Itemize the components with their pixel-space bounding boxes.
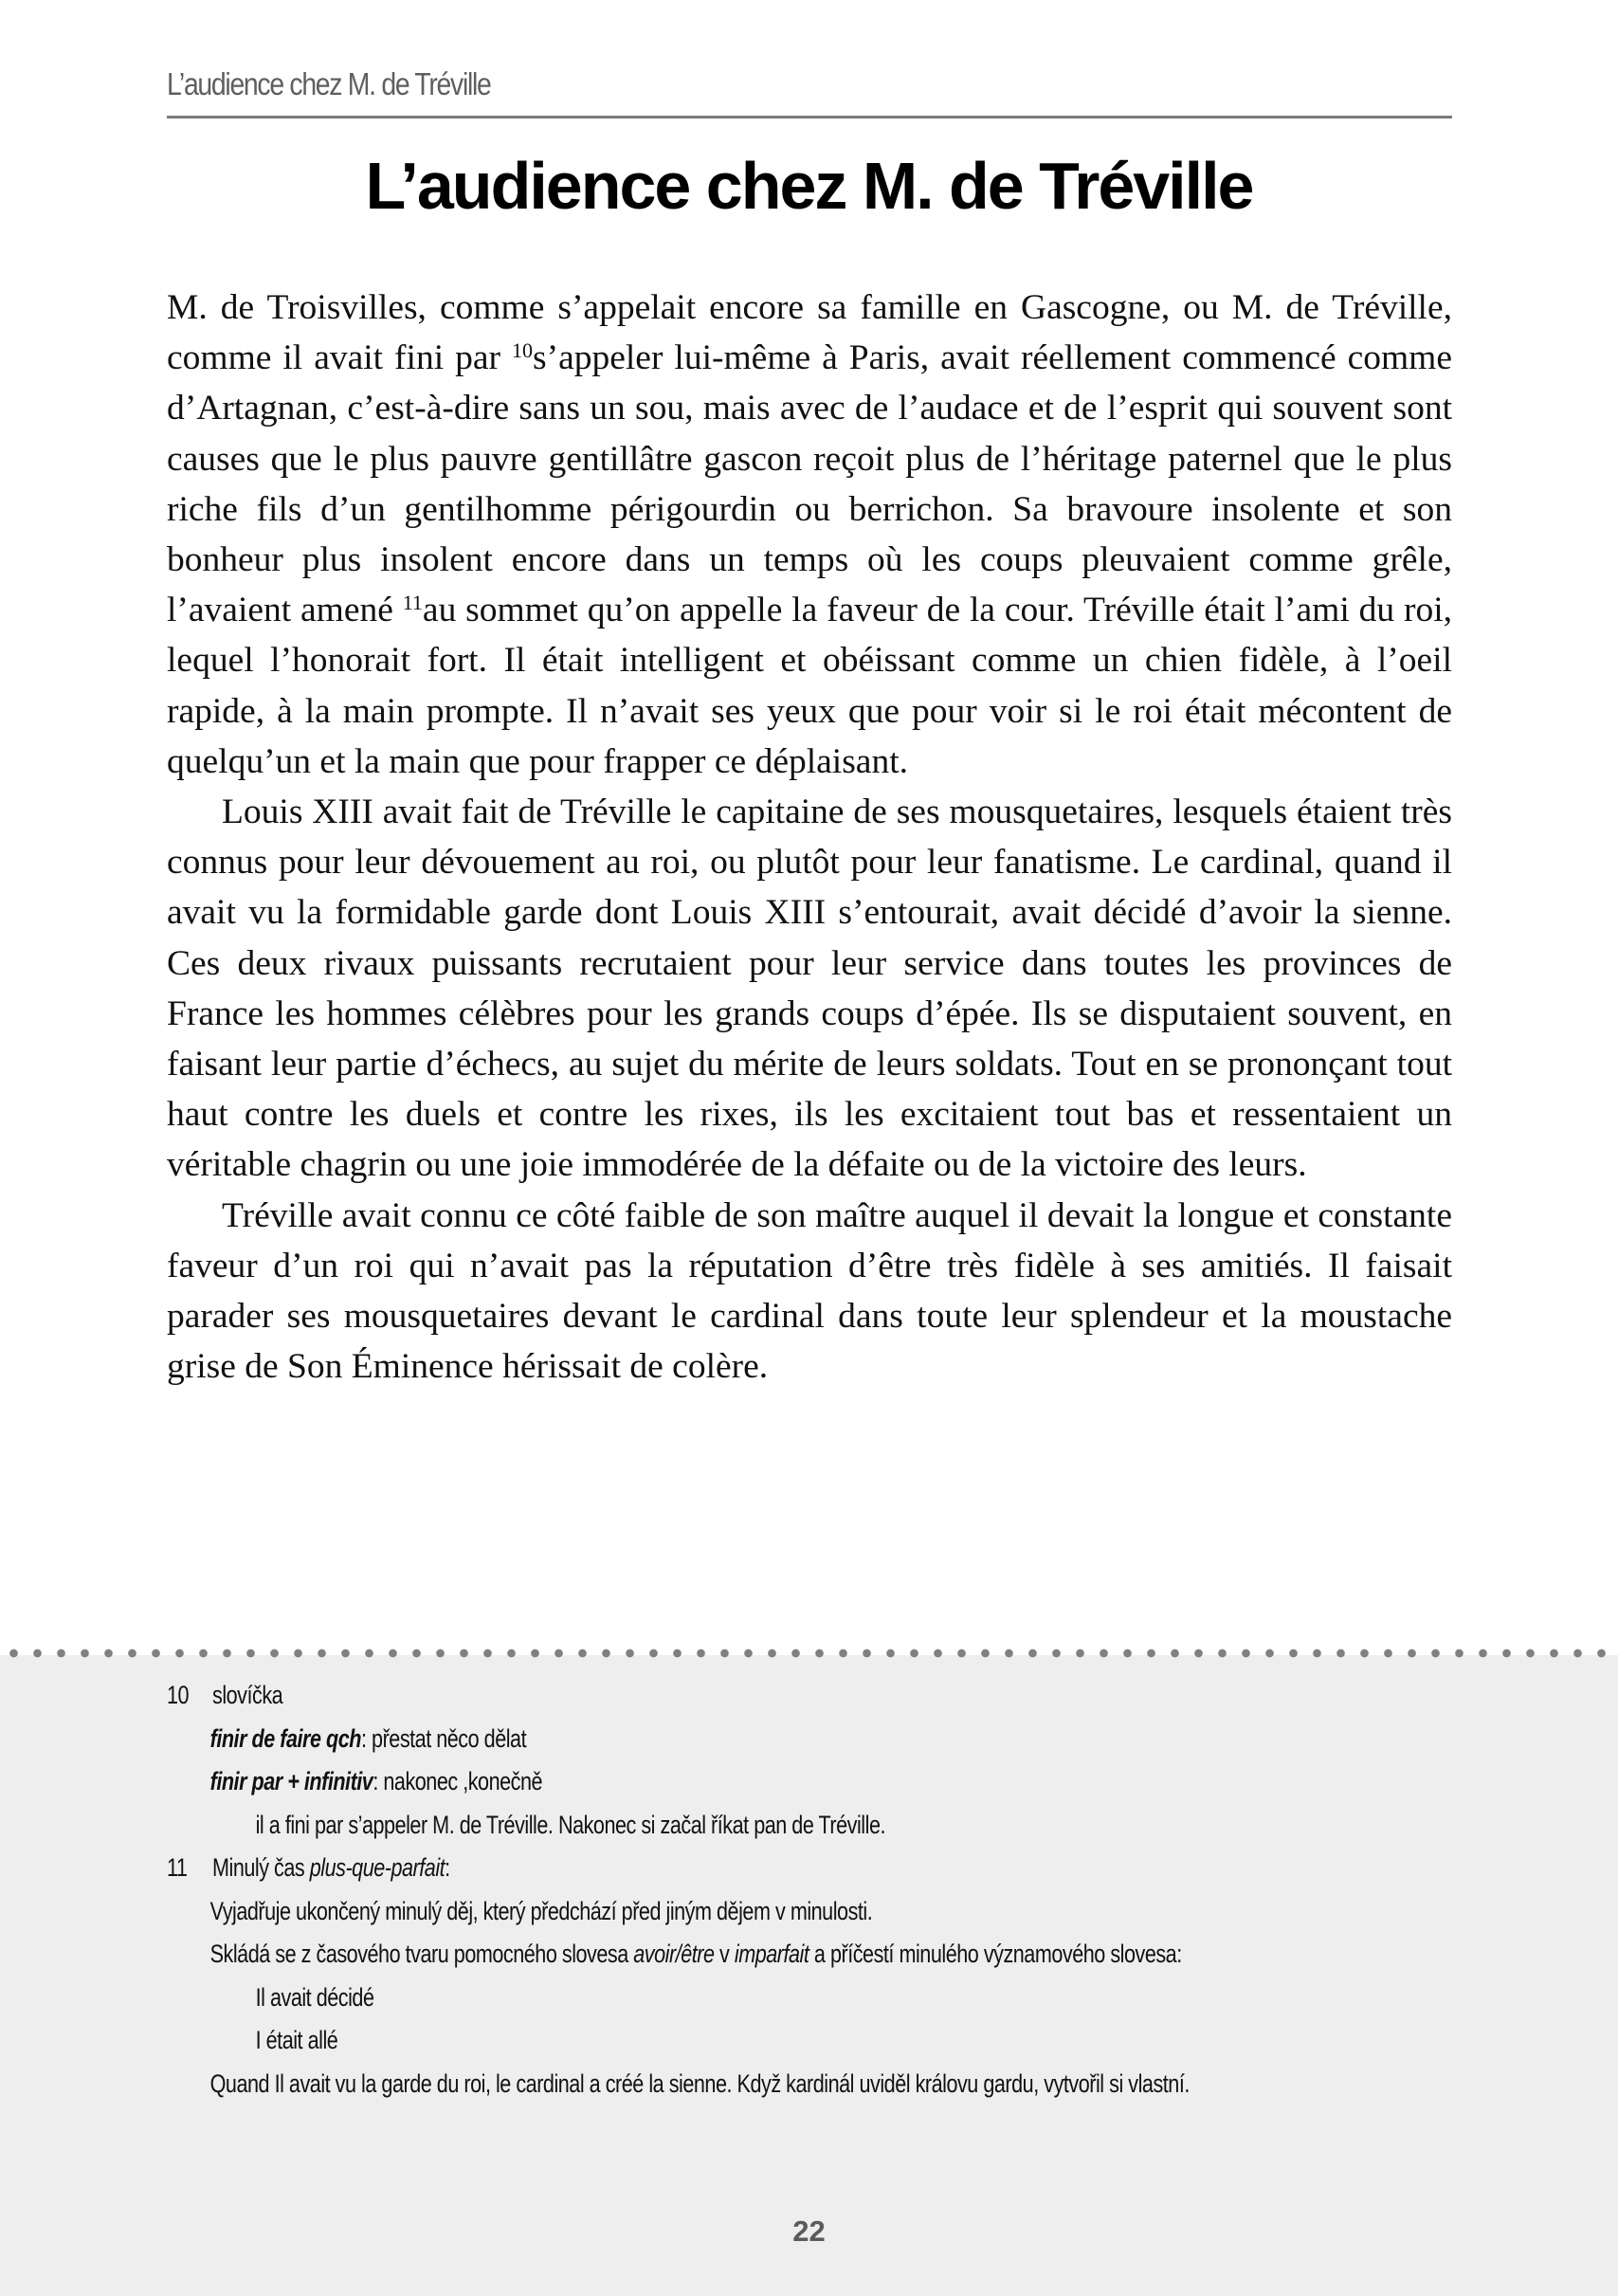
vocab-definition: : přestat něco dělat — [361, 1723, 527, 1753]
footnote-heading-pre: Minulý čas — [212, 1853, 310, 1882]
footnote-10-heading — [167, 1674, 1228, 1718]
grammar-term: avoir/être — [633, 1940, 715, 1968]
footnote-number: 11 — [167, 1853, 188, 1882]
page-title: L’audience chez M. de Tréville — [365, 149, 1253, 223]
paragraph-1-part-3: au sommet qu’on appelle la faveur de la cour. Tréville était l’ami du roi, lequel l’honorait fort. Il était intelligent et obéissant comme un chien fidèle, à l’oeil rapide, à la main prompte. Il n’avait ses yeux que pour voir si le roi était mécontent de quelqu’un et la main que pour frapper ce déplaisant. — [167, 591, 1452, 781]
footnote-10-entry-2 — [167, 1760, 1228, 1804]
vocab-definition: : nakonec ,konečně — [373, 1767, 543, 1795]
paragraph-1-part-2: s’appeler lui-même à Paris, avait réellement commencé comme d’Artagnan, c’est-à-dire sans un sou, mais avec de l’audace et de l’esprit qui souvent sont causes que le plus pauvre gentillâtre gascon reçoit plus de l’héritage paternel que le plus riche fils d’un gentilhomme périgourdin ou berrichon. Sa bravoure insolente et son bonheur plus insolent encore dans un temps où les coups pleuvaient comme grêle, l’avaient amené — [167, 338, 1452, 630]
paragraph-2: Louis XIII avait fait de Tréville le capitaine de ses mousquetaires, lesquels étaient très connus pour leur dévouement au roi, ou plutôt pour leur fanatisme. Le cardinal, quand il avait vu la formidable garde dont Louis XIII s’entourait, avait décidé d’avoir la sienne. Ces deux rivaux puissants recrutaient pour leur service dans toutes les provinces de France les hommes célèbres pour les grands coups d’épée. Ils se disputaient souvent, en faisant leur partie d’échecs, au sujet du mérite de leurs soldats. Tout en se prononçant tout haut contre les duels et contre les rixes, ils les excitaient tout bas et ressentaient un véritable chagrin ou une joie immodérée de la défaite ou de la victoire des leurs. — [167, 793, 1452, 1185]
dotted-separator — [0, 1648, 1618, 1659]
footnote-number: 10 — [167, 1681, 190, 1709]
grammar-term: imparfait — [734, 1940, 809, 1968]
footnote-11-example-1: Il avait décidé — [255, 1982, 374, 2012]
footnote-heading-post: : — [445, 1853, 450, 1882]
text: Skládá se z časového tvaru pomocného slovesa — [209, 1940, 634, 1968]
footnote-10-entry-1 — [167, 1718, 1228, 1761]
paragraph-1-part-1: M. de Troisvilles, comme s’appelait encore sa famille en Gascogne, ou M. de Tréville, comme il avait fini par — [167, 288, 1452, 378]
footnote-10-example: il a fini par s’appeler M. de Tréville. Nakonec si začal říkat pan de Tréville. — [255, 1810, 886, 1839]
grammar-term: plus-que-parfait — [309, 1853, 445, 1882]
main-text — [167, 282, 1452, 1392]
footnote-heading: slovíčka — [212, 1681, 283, 1709]
vocab-term: finir par + infinitiv — [209, 1767, 373, 1795]
paragraph-3: Tréville avait connu ce côté faible de son maître auquel il devait la longue et constante faveur d’un roi qui n’avait pas la réputation d’être très fidèle à ses amitiés. Il faisait parader ses mousquetaires devant le cardinal dans toute leur splendeur et la moustache grise de Son Éminence hérissait de colère. — [167, 1195, 1452, 1387]
footnote-ref-11[interactable]: 11 — [402, 591, 423, 615]
footnote-11-line-2 — [167, 1933, 1228, 1977]
footnote-ref-10[interactable]: 10 — [512, 338, 534, 363]
footnote-11-line-3: Quand Il avait vu la garde du roi, le cardinal a créé la sienne. Když kardinál uviděl královu gardu, vytvořil si vlastní. — [209, 2068, 1190, 2098]
page-number: 22 — [792, 2214, 826, 2248]
footnote-11-example-2: I était allé — [255, 2026, 338, 2054]
running-head: L’audience chez M. de Tréville — [167, 66, 491, 101]
paragraph-1 — [167, 282, 1452, 787]
text: a příčestí minulého významového slovesa: — [809, 1940, 1182, 1968]
vocab-term: finir de faire qch — [209, 1723, 361, 1753]
text: v — [714, 1940, 735, 1968]
header-rule — [167, 116, 1452, 118]
footnote-11-heading — [167, 1847, 1228, 1890]
footnote-11-line-1: Vyjadřuje ukončený minulý děj, který předchází před jiným dějem v minulosti. — [209, 1896, 873, 1925]
footnotes — [167, 1674, 1494, 2105]
